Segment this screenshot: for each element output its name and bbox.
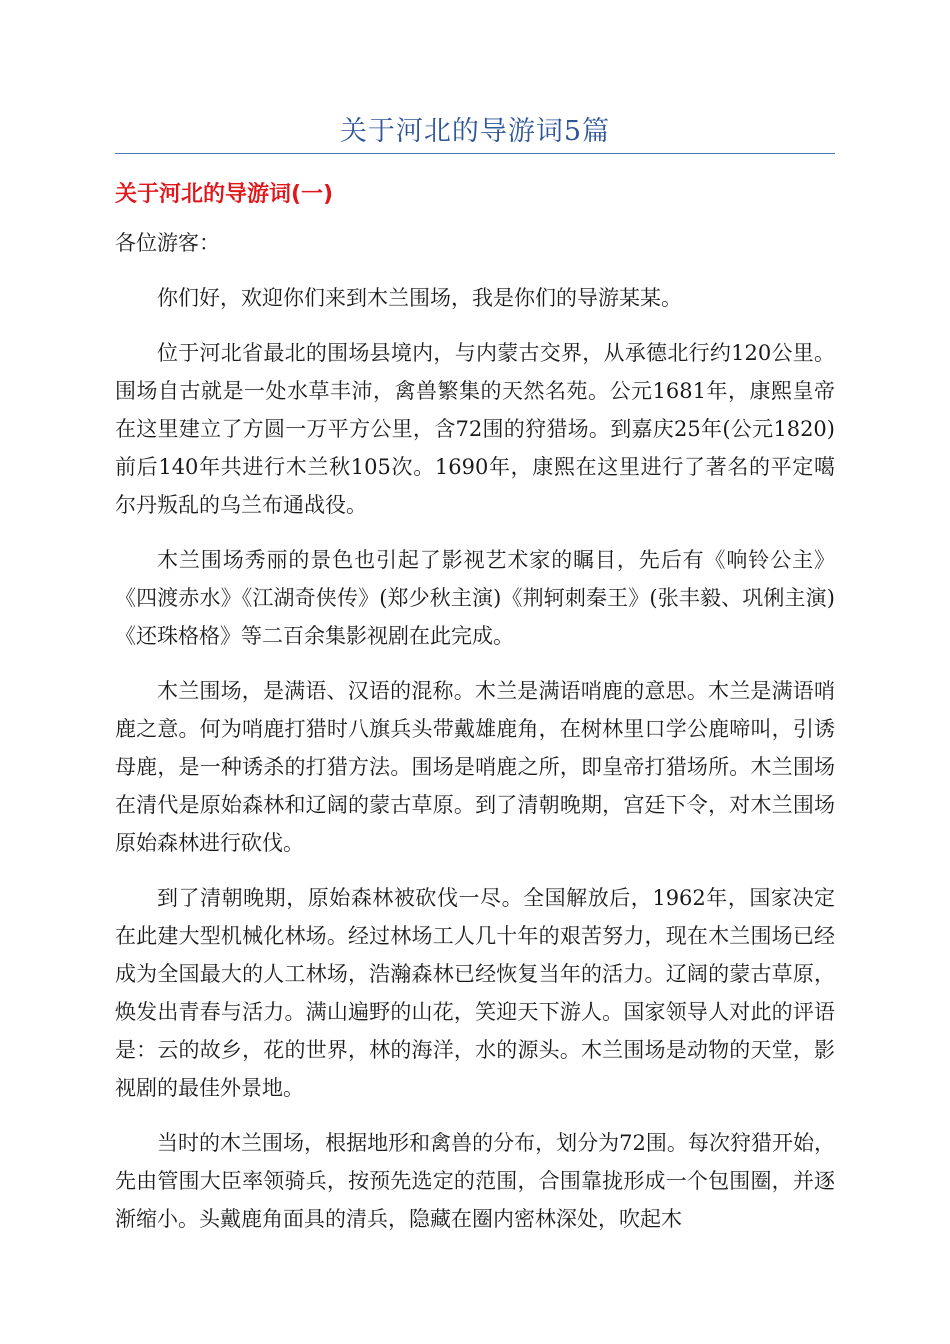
paragraph-hunting: 当时的木兰围场，根据地形和禽兽的分布，划分为72围。每次狩猎开始，先由管围大臣率领骑兵，按预先选定的范围，合围靠拢形成一个包围圈，并逐渐缩小。头戴鹿角面具的清兵，隐藏在圈内密林深处，吹起木 xyxy=(115,1131,835,1231)
paragraph-name-meaning: 木兰围场，是满语、汉语的混称。木兰是满语哨鹿的意思。木兰是满语哨鹿之意。何为哨鹿打猎时八旗兵头带戴雄鹿角，在树林里口学公鹿啼叫，引诱母鹿，是一种诱杀的打猎方法。围场是哨鹿之所，即皇帝打猎场所。木兰围场在清代是原始森林和辽阔的蒙古草原。到了清朝晚期，宫廷下令，对木兰围场原始森林进行砍伐。 xyxy=(115,679,835,855)
paragraph-location: 位于河北省最北的围场县境内，与内蒙古交界，从承德北行约120公里。围场自古就是一处水草丰沛，禽兽繁集的天然名苑。公元1681年，康熙皇帝在这里建立了方圆一万平方公里，含72围的狩猎场。到嘉庆25年(公元1820)前后140年共进行木兰秋105次。1690年，康熙在这里进行了著名的平定噶尔丹叛乱的乌兰布通战役。 xyxy=(115,341,835,517)
section-heading: 关于河北的导游词(一) xyxy=(115,182,334,207)
document-title: 关于河北的导游词5篇 xyxy=(339,116,611,147)
body-text xyxy=(115,224,835,1255)
paragraph-films: 木兰围场秀丽的景色也引起了影视艺术家的瞩目，先后有《响铃公主》《四渡赤水》《江湖奇侠传》(郑少秋主演)《荆轲刺秦王》(张丰毅、巩俐主演)《还珠格格》等二百余集影视剧在此完成。 xyxy=(115,548,835,648)
paragraph-greeting: 你们好，欢迎你们来到木兰围场，我是你们的导游某某。 xyxy=(157,286,682,310)
salutation: 各位游客： xyxy=(115,231,220,255)
paragraph-forest-farm: 到了清朝晚期，原始森林被砍伐一尽。全国解放后，1962年，国家决定在此建大型机械化林场。经过林场工人几十年的艰苦努力，现在木兰围场已经成为全国最大的人工林场，浩瀚森林已经恢复当年的活力。辽阔的蒙古草原，焕发出青春与活力。满山遍野的山花，笑迎天下游人。国家领导人对此的评语是：云的故乡，花的世界，林的海洋，水的源头。木兰围场是动物的天堂，影视剧的最佳外景地。 xyxy=(115,886,835,1100)
title-underline xyxy=(115,153,835,154)
